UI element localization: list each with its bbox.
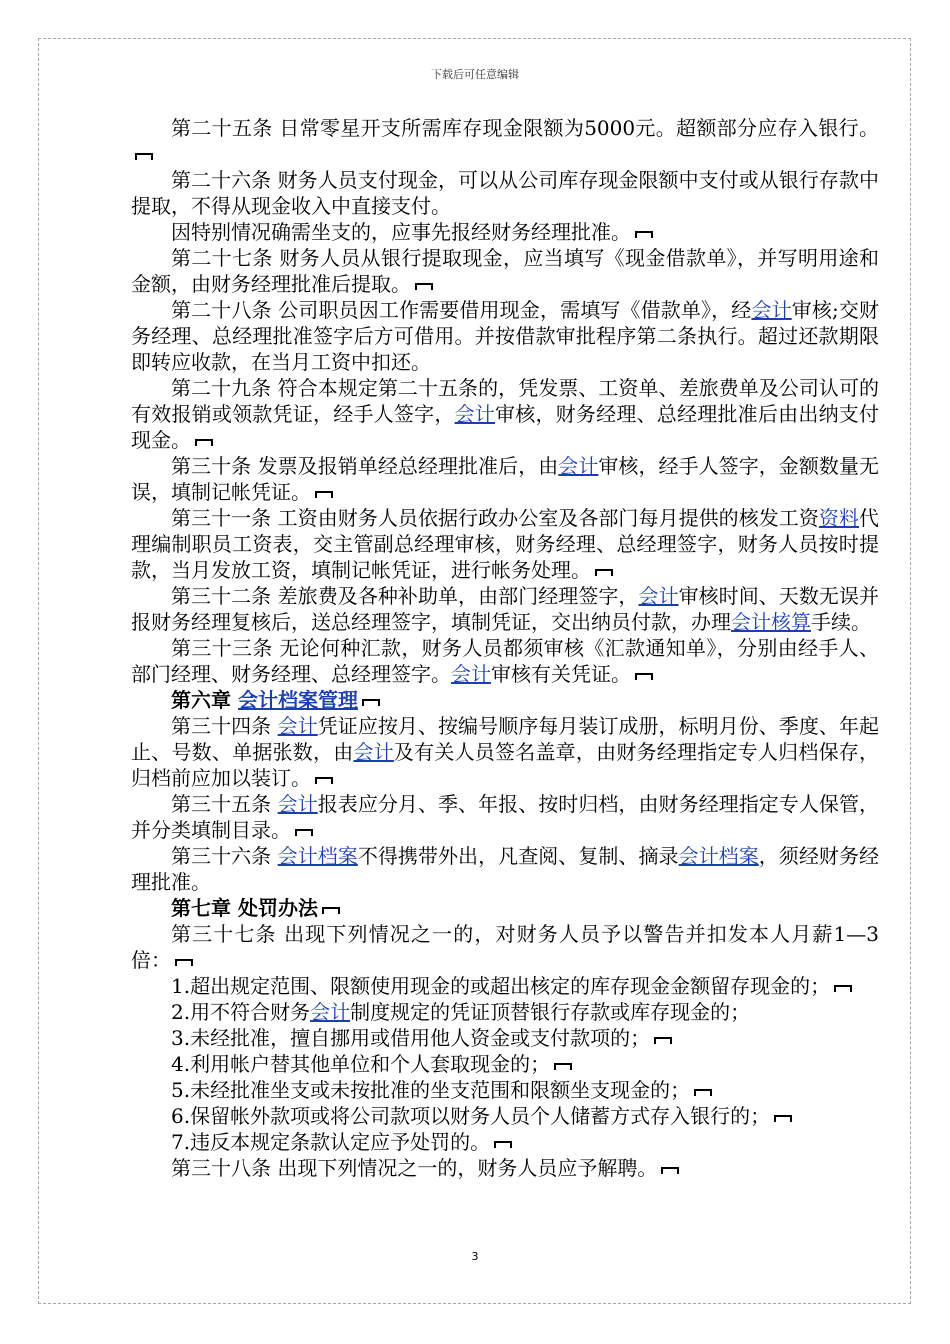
chapter-7-heading: 第七章 处罚办法	[131, 895, 879, 921]
paragraph-mark-icon	[315, 777, 333, 784]
link-kuaiji-dangan[interactable]: 会计档案	[277, 844, 358, 868]
page-number: 3	[471, 1250, 479, 1263]
list-item-6: 6.保留帐外款项或将公司款项以财务人员个人储蓄方式存入银行的；	[131, 1103, 879, 1129]
paragraph-mark-icon	[315, 491, 333, 498]
article-31: 第三十一条 工资由财务人员依据行政办公室及各部门每月提供的核发工资资料代理编制职员工资表，交主管副总经理审核，财务经理、总经理签字，财务人员按时提款，当月发放工资，填制记帐凭证，进行帐务处理。	[131, 506, 879, 582]
list-item-2: 2.用不符合财务会计制度规定的凭证顶替银行存款或库存现金的；	[171, 1000, 751, 1024]
paragraph-mark-icon	[661, 1167, 679, 1174]
paragraph-mark-icon	[554, 1063, 572, 1070]
paragraph-mark-icon	[362, 699, 380, 706]
link-kuaiji[interactable]: 会计	[310, 1000, 351, 1024]
article-36: 第三十六条 会计档案不得携带外出，凡查阅、复制、摘录会计档案，须经财务经理批准。	[131, 844, 879, 894]
link-kuaiji[interactable]: 会计	[277, 792, 318, 816]
link-kuaiji-dangan-guanli[interactable]: 会计档案管理	[237, 688, 358, 712]
link-kuaiji-dangan[interactable]: 会计档案	[678, 844, 759, 868]
link-kuaiji[interactable]: 会计	[751, 298, 792, 322]
article-26-note: 因特别情况确需坐支的，应事先报经财务经理批准。	[131, 219, 879, 245]
article-25: 第二十五条 日常零星开支所需库存现金限额为5000元。超额部分应存入银行。	[131, 115, 879, 167]
page-header: 下载后可任意编辑	[431, 68, 519, 81]
paragraph-mark-icon	[694, 1089, 712, 1096]
chapter-6-heading: 第六章 会计档案管理	[131, 687, 879, 713]
list-item-3: 3.未经批准，擅自挪用或借用他人资金或支付款项的；	[131, 1025, 879, 1051]
link-kuaiji[interactable]: 会计	[638, 584, 679, 608]
article-26: 第二十六条 财务人员支付现金，可以从公司库存现金限额中支付或从银行存款中提取，不得从现金收入中直接支付。	[131, 168, 879, 218]
article-32: 第三十二条 差旅费及各种补助单，由部门经理签字，会计审核时间、天数无误并报财务经理复核后，送总经理签字，填制凭证，交出纳员付款，办理会计核算手续。	[131, 584, 879, 634]
list-item-5: 5.未经批准坐支或未按批准的坐支范围和限额坐支现金的；	[131, 1077, 879, 1103]
paragraph-mark-icon	[295, 829, 313, 836]
article-29: 第二十九条 符合本规定第二十五条的，凭发票、工资单、差旅费单及公司认可的有效报销或领款凭证，经手人签字，会计审核，财务经理、总经理批准后由出纳支付现金。	[131, 376, 880, 452]
article-28: 第二十八条 公司职员因工作需要借用现金，需填写《借款单》，经会计审核;交财务经理、总经理批准签字后方可借用。并按借款审批程序第二条执行。超过还款期限即转应收款，在当月工资中扣还。	[131, 298, 880, 374]
article-33: 第三十三条 无论何种汇款，财务人员都须审核《汇款通知单》，分别由经手人、部门经理、财务经理、总经理签字。会计审核有关凭证。	[131, 636, 879, 686]
link-kuaiji[interactable]: 会计	[454, 402, 496, 426]
link-kuaiji-hesuan[interactable]: 会计核算	[731, 610, 811, 634]
article-27: 第二十七条 财务人员从银行提取现金，应当填写《现金借款单》，并写明用途和金额，由财务经理批准后提取。	[131, 246, 879, 296]
paragraph-mark-icon	[175, 959, 193, 966]
list-item-4: 4.利用帐户替其他单位和个人套取现金的；	[131, 1051, 879, 1077]
list-item-7: 7.违反本规定条款认定应予处罚的。	[131, 1129, 879, 1155]
article-38: 第三十八条 出现下列情况之一的，财务人员应予解聘。	[131, 1155, 879, 1181]
list-item-1: 1.超出规定范围、限额使用现金的或超出核定的库存现金金额留存现金的；	[131, 973, 879, 999]
paragraph-mark-icon	[595, 569, 613, 576]
paragraph-mark-icon	[135, 153, 153, 160]
article-34: 第三十四条 会计凭证应按月、按编号顺序每月装订成册，标明月份、季度、年起止、号数、单据张数，由会计及有关人员签名盖章，由财务经理指定专人归档保存，归档前应加以装订。	[131, 714, 880, 790]
document-body	[131, 115, 879, 1181]
link-kuaiji[interactable]: 会计	[277, 714, 318, 738]
article-35: 第三十五条 会计报表应分月、季、年报、按时归档，由财务经理指定专人保管，并分类填制目录。	[131, 792, 879, 842]
paragraph-mark-icon	[774, 1115, 792, 1122]
link-kuaiji[interactable]: 会计	[558, 454, 599, 478]
paragraph-mark-icon	[195, 439, 213, 446]
link-kuaiji[interactable]: 会计	[451, 662, 491, 686]
article-30: 第三十条 发票及报销单经总经理批准后，由会计审核，经手人签字，金额数量无误，填制记帐凭证。	[131, 454, 879, 504]
link-ziliao[interactable]: 资料	[818, 506, 859, 530]
paragraph-mark-icon	[494, 1141, 512, 1148]
paragraph-mark-icon	[654, 1037, 672, 1044]
paragraph-mark-icon	[415, 283, 433, 290]
paragraph-mark-icon	[635, 231, 653, 238]
paragraph-mark-icon	[834, 985, 852, 992]
paragraph-mark-icon	[322, 907, 340, 914]
article-37: 第三十七条 出现下列情况之一的，对财务人员予以警告并扣发本人月薪1—3倍：	[131, 922, 879, 972]
link-kuaiji[interactable]: 会计	[353, 740, 394, 764]
paragraph-mark-icon	[635, 673, 653, 680]
